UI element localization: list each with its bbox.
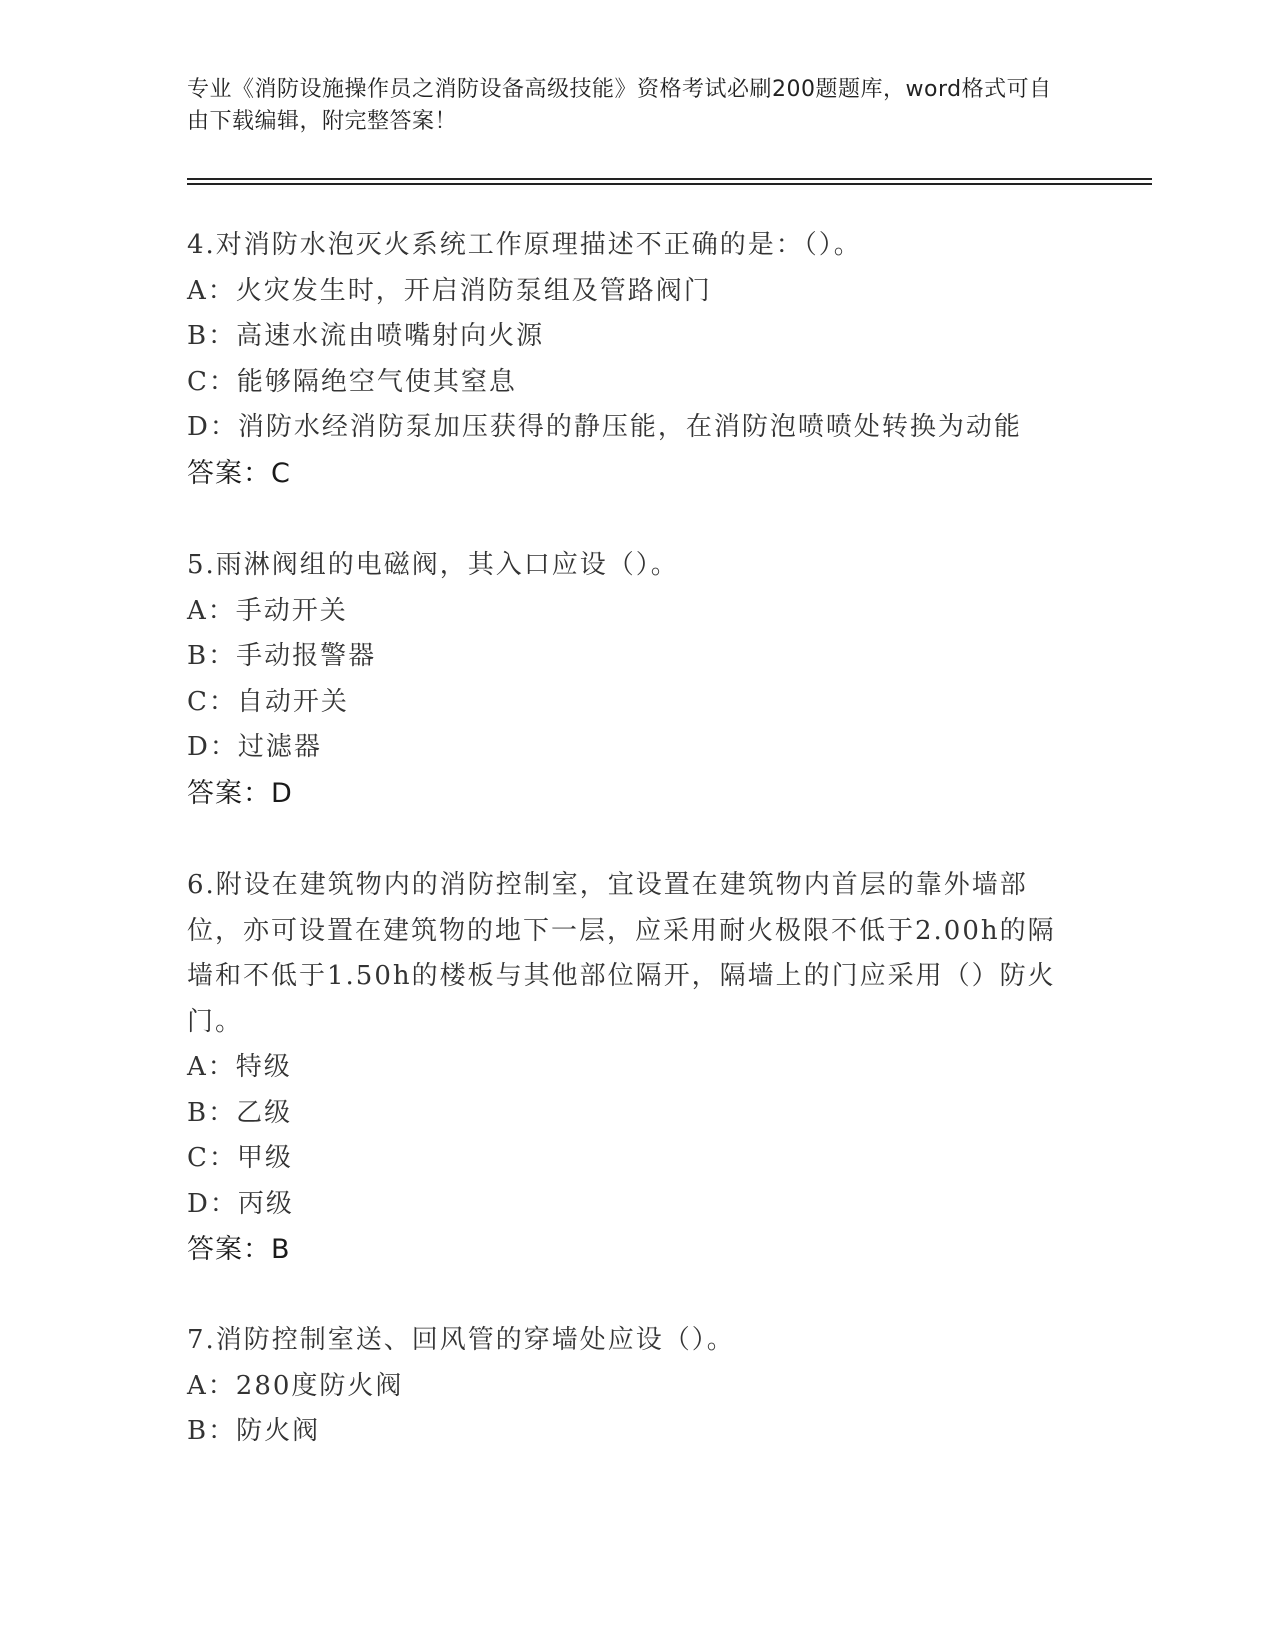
option-b: B：乙级 <box>187 1097 293 1128</box>
question-block-7 <box>187 1318 1067 1455</box>
option-a: A：280度防火阀 <box>187 1370 404 1401</box>
question-stem: 6.附设在建筑物内的消防控制室，宜设置在建筑物内首层的靠外墙部位，亦可设置在建筑物的地下一层，应采用耐火极限不低于2.00h的隔墙和不低于1.50h的楼板与其他部位隔开，隔墙上的门应采用（）防火门。 <box>187 870 1056 1037</box>
answer-label: 答案：B <box>187 1234 291 1265</box>
option-b: B：防火阀 <box>187 1416 321 1446</box>
header-divider-bottom <box>187 183 1152 185</box>
option-c: C：自动开关 <box>187 686 349 717</box>
option-d: D：过滤器 <box>187 732 322 762</box>
answer-label: 答案：D <box>187 777 293 809</box>
question-stem: 5.雨淋阀组的电磁阀，其入口应设（）。 <box>187 550 679 580</box>
option-c: C：能够隔绝空气使其窒息 <box>187 366 517 397</box>
question-stem: 7.消防控制室送、回风管的穿墙处应设（）。 <box>187 1325 735 1355</box>
option-a: A：手动开关 <box>187 595 348 626</box>
option-d: D：消防水经消防泵加压获得的静压能，在消防泡喷喷处转换为动能 <box>187 412 1022 442</box>
answer-label: 答案：C <box>187 457 291 489</box>
question-stem: 4.对消防水泡灭火系统工作原理描述不正确的是：（）。 <box>187 230 862 260</box>
document-header: 专业《消防设施操作员之消防设备高级技能》资格考试必刷200题题库，word格式可自由下载编辑，附完整答案！ <box>187 77 1052 134</box>
option-c: C：甲级 <box>187 1143 293 1173</box>
option-a: A：特级 <box>187 1052 292 1082</box>
header-divider-top <box>187 178 1152 180</box>
option-b: B：手动报警器 <box>187 641 377 671</box>
option-d: D：丙级 <box>187 1188 294 1219</box>
question-block-4 <box>187 223 1067 496</box>
option-b: B：高速水流由喷嘴射向火源 <box>187 321 545 351</box>
option-a: A：火灾发生时，开启消防泵组及管路阀门 <box>187 275 712 306</box>
question-block-6 <box>187 863 1067 1273</box>
question-block-5 <box>187 543 1067 816</box>
